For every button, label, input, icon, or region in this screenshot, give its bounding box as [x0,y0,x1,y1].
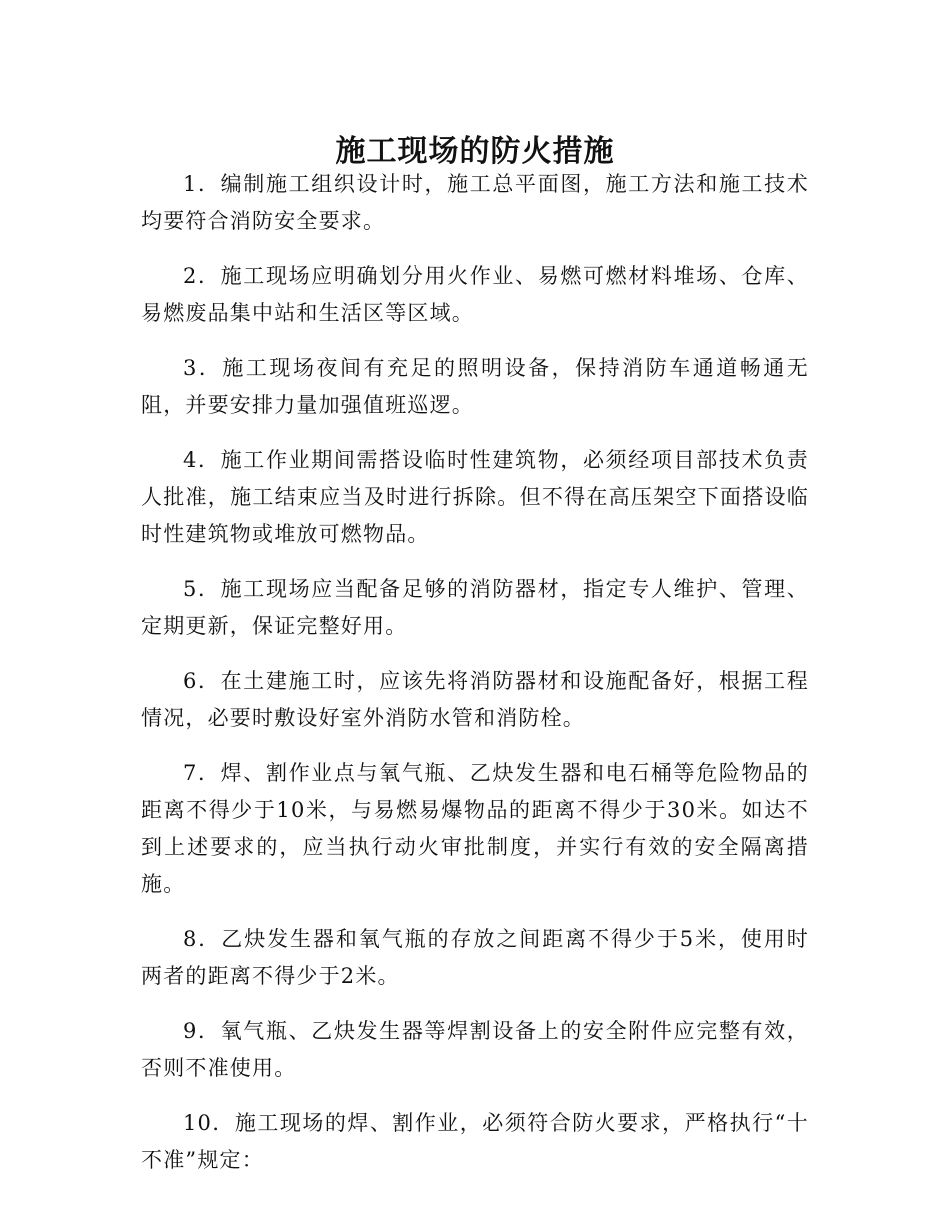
paragraph-3: 3．施工现场夜间有充足的照明设备，保持消防车通道畅通无阻，并要安排力量加强值班巡逻。 [141,356,809,417]
document-body [141,166,809,1197]
paragraph-2: 2．施工现场应明确划分用火作业、易燃可燃材料堆场、仓库、易燃废品集中站和生活区等区域。 [141,264,809,325]
paragraph-8: 8．乙炔发生器和氧气瓶的存放之间距离不得少于5米，使用时两者的距离不得少于2米。 [141,927,809,988]
paragraph-7: 7．焊、割作业点与氧气瓶、乙炔发生器和电石桶等危险物品的距离不得少于10米，与易燃易爆物品的距离不得少于30米。如达不到上述要求的，应当执行动火审批制度，并实行有效的安全隔离措施。 [141,761,809,896]
paragraph-5: 5．施工现场应当配备足够的消防器材，指定专人维护、管理、定期更新，保证完整好用。 [141,577,809,638]
paragraph-6: 6．在土建施工时，应该先将消防器材和设施配备好，根据工程情况，必要时敷设好室外消防水管和消防栓。 [141,669,809,730]
paragraph-9: 9．氧气瓶、乙炔发生器等焊割设备上的安全附件应完整有效，否则不准使用。 [141,1019,809,1080]
paragraph-4: 4．施工作业期间需搭设临时性建筑物，必须经项目部技术负责人批准，施工结束应当及时进行拆除。但不得在高压架空下面搭设临时性建筑物或堆放可燃物品。 [141,448,809,546]
paragraph-10: 10．施工现场的焊、割作业，必须符合防火要求，严格执行“十不准”规定： [141,1111,809,1172]
document-title: 施工现场的防火措施 [335,134,615,170]
paragraph-1: 1．编制施工组织设计时，施工总平面图，施工方法和施工技术均要符合消防安全要求。 [141,172,809,233]
